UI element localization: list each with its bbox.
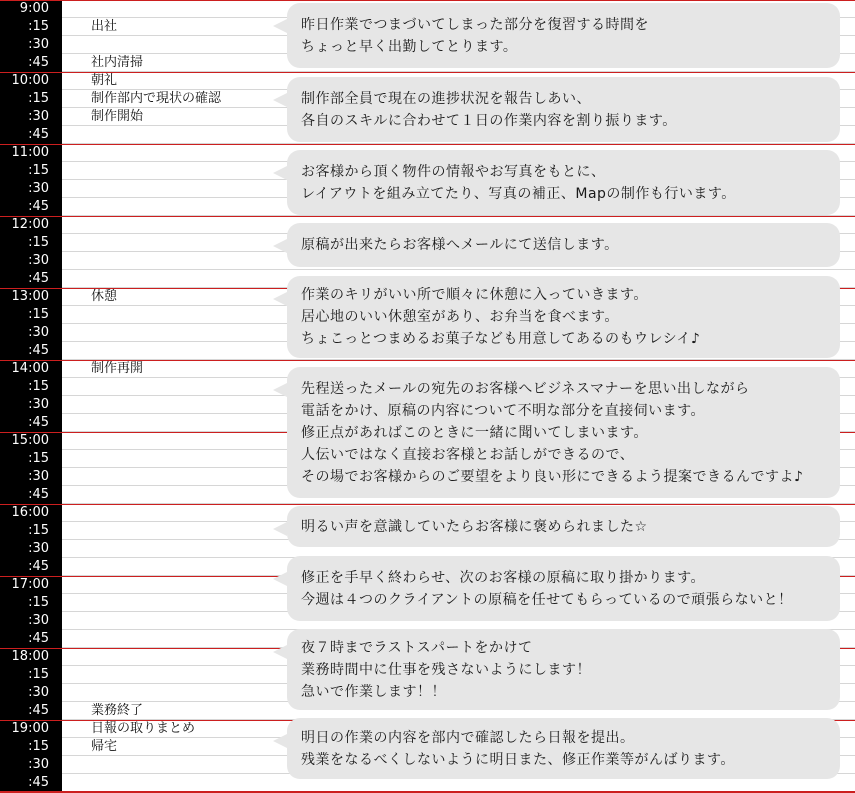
time-label: 18:00 (0, 648, 62, 666)
time-label: :30 (0, 36, 62, 54)
time-label: :30 (0, 324, 62, 342)
time-label: :45 (0, 270, 62, 288)
comment-bubble (287, 506, 840, 547)
time-label: 14:00 (0, 360, 62, 378)
comment-text: 原稿が出来たらお客様へメールにて送信します。 (301, 237, 619, 253)
time-label: :30 (0, 756, 62, 774)
comment-bubble (287, 367, 840, 498)
hour-divider (0, 216, 855, 217)
comment-bubble (287, 150, 840, 215)
time-label: :30 (0, 396, 62, 414)
time-label: 17:00 (0, 576, 62, 594)
time-label: :45 (0, 486, 62, 504)
time-label: :15 (0, 666, 62, 684)
time-label: :45 (0, 414, 62, 432)
time-label: :30 (0, 252, 62, 270)
time-label: :30 (0, 468, 62, 486)
comment-text: 昨日作業でつまづいてしまった部分を復習する時間を ちょっと早く出勤してとります。 (301, 16, 649, 55)
schedule-event: 休憩 (91, 289, 118, 304)
time-label: :30 (0, 684, 62, 702)
time-label: :45 (0, 702, 62, 720)
hour-divider (0, 0, 855, 1)
time-label: 19:00 (0, 720, 62, 738)
time-label: :45 (0, 198, 62, 216)
time-label: :30 (0, 540, 62, 558)
comment-bubble (287, 718, 840, 779)
schedule-event: 朝礼 (91, 73, 118, 88)
time-label: :15 (0, 738, 62, 756)
time-label: :30 (0, 612, 62, 630)
comment-bubble (287, 223, 840, 267)
comment-bubble (287, 77, 840, 142)
comment-text: 明るい声を意識していたらお客様に褒められました☆ (301, 518, 648, 535)
comment-text: 夜７時までラストスパートをかけて 業務時間中に仕事を残さないようにします！ 急いで作業します！！ (301, 639, 591, 700)
comment-bubble (287, 629, 840, 710)
schedule-event: 帰宅 (91, 739, 118, 754)
time-label: 15:00 (0, 432, 62, 450)
schedule-event: 日報の取りまとめ (91, 721, 196, 736)
schedule-event: 業務終了 (91, 703, 144, 718)
hour-divider (0, 144, 855, 145)
time-label: 12:00 (0, 216, 62, 234)
time-label: :45 (0, 342, 62, 360)
time-label: 16:00 (0, 504, 62, 522)
time-label: :45 (0, 774, 62, 792)
comment-text: 修正を手早く終わらせ、次のお客様の原稿に取り掛かります。 今週は４つのクライアントの原稿を任せてもらっているので頑張らないと！ (301, 569, 793, 608)
time-label: :15 (0, 90, 62, 108)
time-label: 9:00 (0, 0, 62, 18)
time-label: 13:00 (0, 288, 62, 306)
time-label: :15 (0, 234, 62, 252)
comment-text: お客様から頂く物件の情報やお写真をもとに、 レイアウトを組み立てたり、写真の補正、Mapの制作も行います。 (301, 163, 736, 202)
time-label: :15 (0, 18, 62, 36)
time-label: :15 (0, 522, 62, 540)
time-label: :45 (0, 126, 62, 144)
time-label: :45 (0, 630, 62, 648)
schedule-event: 制作開始 (91, 109, 144, 124)
comment-text: 先程送ったメールの宛先のお客様へビジネスマナーを思い出しながら 電話をかけ、原稿の内容について不明な部分を直接伺います。 修正点があればこのときに一緒に聞いてしまいます。 人伝いではなく直接お客様とお話しができるので、 その場でお客様からのご要望をより良い形にできるよう提案できるんですよ♪ (301, 380, 804, 485)
time-label: :30 (0, 180, 62, 198)
hour-divider (0, 504, 855, 505)
time-label: 11:00 (0, 144, 62, 162)
time-label: :45 (0, 54, 62, 72)
time-label: :15 (0, 162, 62, 180)
time-label: :45 (0, 558, 62, 576)
time-label: :30 (0, 108, 62, 126)
schedule-event: 制作再開 (91, 361, 144, 376)
comment-text: 明日の作業の内容を部内で確認したら日報を提出。 残業をなるべくしないように明日また、修正作業等がんばります。 (301, 729, 735, 768)
comment-text: 作業のキリがいい所で順々に休憩に入っていきます。 居心地のいい休憩室があり、お弁当を食べます。 ちょこっとつまめるお菓子なども用意してあるのもウレシイ♪ (301, 287, 701, 347)
schedule-event: 社内清掃 (91, 55, 144, 70)
hour-divider (0, 72, 855, 73)
time-label: 10:00 (0, 72, 62, 90)
time-label: :15 (0, 378, 62, 396)
comment-text: 制作部全員で現在の進捗状況を報告しあい、 各自のスキルに合わせて１日の作業内容を割り振ります。 (301, 90, 677, 129)
comment-bubble (287, 276, 840, 358)
schedule-event: 制作部内で現状の確認 (91, 91, 222, 106)
comment-bubble (287, 556, 840, 621)
schedule-event: 出社 (91, 19, 118, 34)
time-label: :15 (0, 306, 62, 324)
time-label: :15 (0, 450, 62, 468)
comment-bubble (287, 3, 840, 68)
time-label: :15 (0, 594, 62, 612)
